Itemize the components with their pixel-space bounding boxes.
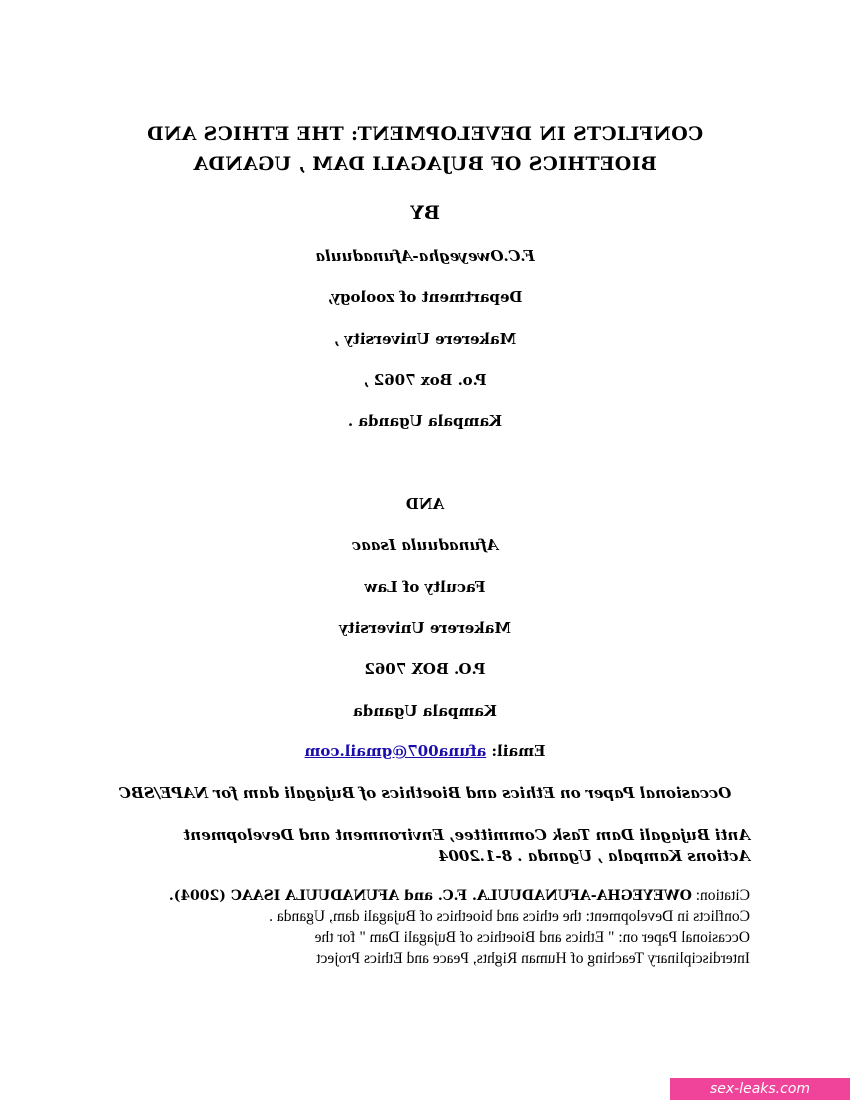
- author1-department: Department of zoology,: [327, 288, 523, 306]
- citation-label: Citation:: [695, 887, 750, 904]
- by-label: BY: [410, 202, 440, 224]
- author2-city: Kampala Uganda: [353, 702, 497, 720]
- citation-line-4: Interdisciplinary Teaching of Human Rights, Peace and Ethics Project: [316, 950, 750, 967]
- and-label: AND: [405, 495, 445, 513]
- citation-line-3: Occasional Paper on: " Ethics and Bioethics of Bujagali Dam " for the: [314, 929, 750, 946]
- citation-authors: OWEYEGHA-AFUNADUULA. F.C. and AFUNADUULA ISAAC (2004).: [168, 888, 692, 904]
- author2-name: Afunaduula Isaac: [351, 536, 499, 554]
- title-line-2: BIOETHICS OF BUJAGALI DAM , UGANDA: [193, 153, 657, 175]
- author1-name: F.C.Oweyegha-Afunaduula: [315, 247, 535, 265]
- author1-city: Kampala Uganda .: [347, 412, 503, 430]
- occasional-paper-line: Occasional Paper on Ethics and Bioethics of Bujagali dam for NAPE/SBC: [118, 784, 732, 802]
- committee-line-2: Actions Kampala , Uganda . 8-1.2004: [437, 847, 750, 865]
- committee-line-1: Anti Bujagali Dam Task Committee, Environment and Development: [183, 826, 750, 844]
- author2-faculty: Faculty of Law: [364, 578, 486, 596]
- author2-box: P.O. BOX 7062: [364, 660, 486, 678]
- author2-university: Makerere University: [339, 619, 512, 637]
- citation-line-2: Conflicts in Development: the ethics and bioethics of Bujagali dam, Uganda .: [269, 908, 750, 925]
- watermark-banner: sex-leaks.com: [670, 1078, 850, 1100]
- email-line: [100, 741, 750, 761]
- email-link[interactable]: afuna007@gmail.com: [304, 742, 487, 760]
- title-line-1: CONFLICTS IN DEVELOPMENT: THE ETHICS AND: [146, 123, 704, 145]
- email-label: Email:: [491, 742, 546, 760]
- author1-university: Makerere University ,: [333, 330, 517, 348]
- author1-box: P.o. Box 7062 ,: [363, 371, 487, 389]
- citation-line-1: [100, 885, 750, 907]
